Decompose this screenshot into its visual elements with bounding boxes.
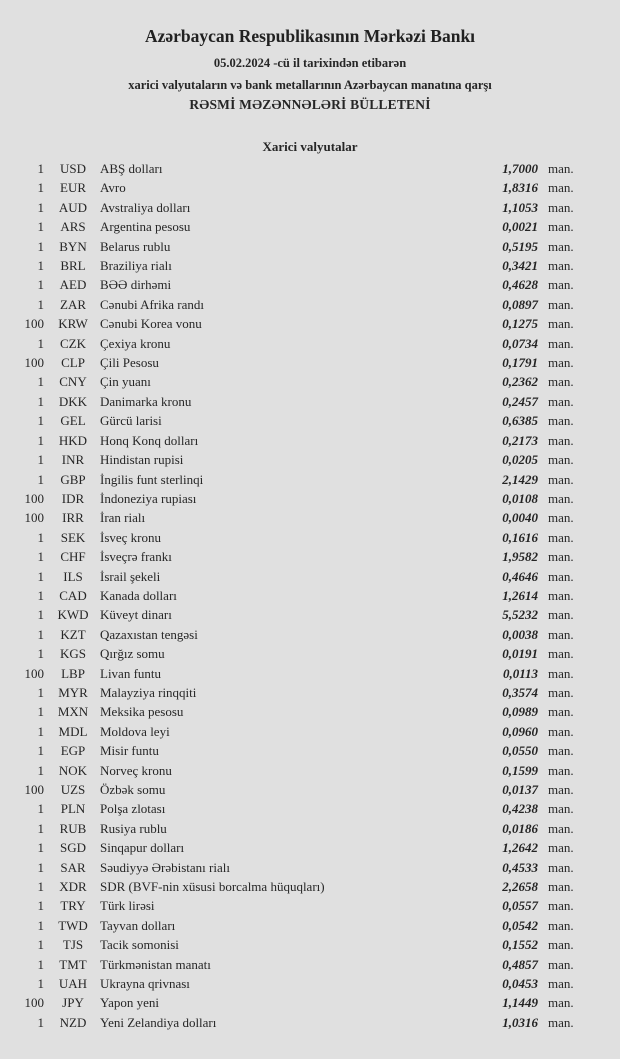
row-currency-name: Livan funtu — [100, 665, 162, 681]
row-rate-value: 0,0897 — [502, 296, 538, 312]
rates-table — [0, 159, 583, 1032]
row-currency-name: SDR (BVF-nin xüsusi borcalma hüquqları) — [100, 879, 325, 895]
row-unit-label: man. — [548, 607, 574, 623]
table-row — [0, 955, 583, 974]
row-currency-name: Türk lirəsi — [100, 898, 155, 914]
row-currency-code: CAD — [59, 587, 87, 603]
row-unit-label: man. — [548, 743, 574, 759]
row-currency-name: Çin yuanı — [100, 374, 151, 390]
row-unit-label: man. — [548, 762, 574, 778]
row-unit-label: man. — [548, 296, 574, 312]
row-quantity: 1 — [37, 684, 44, 700]
table-row — [0, 237, 583, 256]
row-currency-code: CLP — [61, 355, 85, 371]
row-unit-label: man. — [548, 820, 574, 836]
row-currency-code: GBP — [60, 471, 86, 487]
row-currency-code: HKD — [58, 432, 88, 448]
row-rate-value: 0,0550 — [502, 743, 538, 759]
row-rate-value: 1,1449 — [502, 995, 538, 1011]
row-quantity: 1 — [37, 587, 44, 603]
row-currency-name: Belarus rublu — [100, 238, 171, 254]
row-currency-name: Ukrayna qrivnası — [100, 976, 190, 992]
row-rate-value: 1,2642 — [502, 840, 538, 856]
row-quantity: 100 — [24, 490, 44, 506]
row-unit-label: man. — [548, 161, 574, 176]
row-rate-value: 0,2173 — [502, 432, 538, 448]
table-row — [0, 625, 583, 644]
row-currency-name: Avstraliya dolları — [100, 199, 191, 215]
row-rate-value: 1,7000 — [502, 161, 538, 176]
row-currency-code: KZT — [60, 626, 86, 642]
row-currency-name: Malayziya rinqqiti — [100, 684, 197, 700]
row-unit-label: man. — [548, 587, 574, 603]
row-rate-value: 1,0316 — [502, 1014, 538, 1030]
row-unit-label: man. — [548, 1014, 574, 1030]
table-row — [0, 256, 583, 275]
row-rate-value: 0,0038 — [502, 626, 538, 642]
row-rate-value: 0,6385 — [502, 413, 538, 429]
row-currency-code: IDR — [61, 490, 85, 506]
row-unit-label: man. — [548, 684, 574, 700]
table-row — [0, 275, 583, 294]
row-currency-code: CZK — [60, 335, 86, 351]
row-currency-name: Kanada dolları — [100, 587, 177, 603]
row-currency-name: Qazaxıstan tengəsi — [100, 626, 198, 642]
row-currency-name: Çili Pesosu — [100, 355, 159, 371]
row-unit-label: man. — [548, 219, 574, 235]
row-currency-name: Moldova leyi — [100, 723, 170, 739]
row-currency-name: İndoneziya rupiası — [100, 490, 197, 506]
row-unit-label: man. — [548, 374, 574, 390]
row-unit-label: man. — [548, 956, 574, 972]
row-unit-label: man. — [548, 626, 574, 642]
row-rate-value: 0,0137 — [502, 782, 538, 797]
row-currency-code: TRY — [60, 898, 86, 914]
row-currency-name: İngilis funt sterlinqi — [100, 471, 204, 487]
row-currency-code: SEK — [60, 529, 86, 545]
row-quantity: 1 — [37, 568, 44, 584]
row-currency-code: RUB — [59, 820, 87, 836]
row-quantity: 1 — [37, 840, 44, 856]
row-rate-value: 0,0453 — [502, 976, 538, 992]
row-rate-value: 2,2658 — [502, 879, 538, 895]
bank-name: Azərbaycan Respublikasının Mərkəzi Bankı — [144, 26, 476, 46]
row-quantity: 1 — [37, 277, 44, 293]
row-unit-label: man. — [548, 199, 574, 215]
row-unit-label: man. — [548, 452, 574, 468]
bulletin-header — [0, 26, 620, 114]
row-unit-label: man. — [548, 704, 574, 720]
row-currency-name: İsveç kronu — [100, 529, 162, 545]
row-unit-label: man. — [548, 393, 574, 409]
row-currency-name: Türkmənistan manatı — [100, 956, 211, 972]
row-currency-code: UAH — [58, 976, 88, 992]
row-quantity: 1 — [37, 549, 44, 565]
row-quantity: 1 — [37, 238, 44, 254]
row-quantity: 1 — [37, 937, 44, 953]
row-quantity: 1 — [37, 161, 44, 176]
row-currency-code: ILS — [63, 568, 83, 584]
row-currency-code: MXN — [57, 704, 89, 720]
row-rate-value: 0,2362 — [502, 374, 538, 390]
row-currency-name: Avro — [100, 180, 126, 196]
row-rate-value: 0,1552 — [502, 937, 538, 953]
table-row — [0, 198, 583, 217]
table-row — [0, 819, 583, 838]
table-row — [0, 334, 583, 353]
row-currency-code: TMT — [59, 956, 87, 972]
row-currency-code: SAR — [60, 859, 86, 875]
row-currency-name: Braziliya rialı — [100, 258, 172, 274]
row-quantity: 1 — [37, 529, 44, 545]
row-rate-value: 0,4533 — [502, 859, 538, 875]
row-unit-label: man. — [548, 568, 574, 584]
row-unit-label: man. — [548, 859, 574, 875]
table-row — [0, 159, 583, 178]
row-currency-name: İran rialı — [100, 510, 146, 526]
row-quantity: 1 — [37, 432, 44, 448]
row-rate-value: 0,0542 — [502, 917, 538, 933]
table-row — [0, 178, 583, 197]
row-quantity: 1 — [37, 1014, 44, 1030]
row-currency-code: GEL — [60, 413, 86, 429]
table-row — [0, 974, 583, 993]
row-unit-label: man. — [548, 510, 574, 526]
bulletin-title: RƏSMİ MƏZƏNNƏLƏRİ BÜLLETENİ — [189, 97, 431, 112]
row-unit-label: man. — [548, 471, 574, 487]
table-row — [0, 916, 583, 935]
row-currency-code: AUD — [58, 199, 88, 215]
table-row — [0, 295, 583, 314]
table-row — [0, 528, 583, 547]
table-row — [0, 683, 583, 702]
row-quantity: 100 — [24, 782, 44, 797]
row-unit-label: man. — [548, 976, 574, 992]
row-currency-code: XDR — [59, 879, 87, 895]
row-quantity: 1 — [37, 471, 44, 487]
table-row — [0, 392, 583, 411]
row-currency-name: Yapon yeni — [100, 995, 159, 1011]
row-currency-name: İsrail şekeli — [100, 568, 161, 584]
row-rate-value: 0,4238 — [502, 801, 538, 817]
row-quantity: 1 — [37, 607, 44, 623]
row-currency-code: ARS — [60, 219, 86, 235]
row-unit-label: man. — [548, 995, 574, 1011]
row-quantity: 1 — [37, 219, 44, 235]
row-currency-code: USD — [59, 161, 86, 176]
row-rate-value: 0,1275 — [502, 316, 538, 332]
row-quantity: 1 — [37, 743, 44, 759]
row-quantity: 1 — [37, 199, 44, 215]
row-rate-value: 0,4857 — [502, 956, 538, 972]
table-row — [0, 586, 583, 605]
row-rate-value: 0,0960 — [502, 723, 538, 739]
row-quantity: 1 — [37, 180, 44, 196]
row-currency-name: Hindistan rupisi — [100, 452, 184, 468]
row-rate-value: 0,4646 — [502, 568, 538, 584]
row-currency-name: Meksika pesosu — [100, 704, 184, 720]
row-quantity: 1 — [37, 859, 44, 875]
row-currency-code: BYN — [59, 238, 87, 254]
row-rate-value: 0,3421 — [502, 258, 538, 274]
row-currency-name: Cənubi Korea vonu — [100, 316, 202, 332]
table-row — [0, 741, 583, 760]
row-rate-value: 0,0191 — [502, 646, 538, 662]
row-rate-value: 1,2614 — [502, 587, 538, 603]
row-quantity: 1 — [37, 393, 44, 409]
row-rate-value: 1,1053 — [502, 199, 538, 215]
row-rate-value: 0,0989 — [502, 704, 538, 720]
row-currency-name: Tacik somonisi — [100, 937, 179, 953]
row-quantity: 1 — [37, 879, 44, 895]
row-rate-value: 0,0040 — [502, 510, 538, 526]
row-rate-value: 1,8316 — [502, 180, 538, 196]
row-currency-code: BRL — [60, 258, 86, 274]
table-row — [0, 314, 583, 333]
row-currency-name: Çexiya kronu — [100, 335, 171, 351]
row-rate-value: 0,0734 — [502, 335, 538, 351]
row-quantity: 1 — [37, 976, 44, 992]
row-rate-value: 0,1616 — [502, 529, 538, 545]
table-row — [0, 838, 583, 857]
row-rate-value: 0,4628 — [502, 277, 538, 293]
table-row — [0, 722, 583, 741]
row-quantity: 100 — [24, 995, 44, 1011]
table-row — [0, 431, 583, 450]
row-quantity: 1 — [37, 335, 44, 351]
row-unit-label: man. — [548, 723, 574, 739]
row-currency-name: Küveyt dinarı — [100, 607, 172, 623]
row-currency-name: Sinqapur dolları — [100, 840, 185, 856]
table-row — [0, 547, 583, 566]
table-row — [0, 858, 583, 877]
row-currency-name: Honq Konq dolları — [100, 432, 199, 448]
row-rate-value: 0,5195 — [502, 238, 538, 254]
row-rate-value: 2,1429 — [502, 471, 538, 487]
row-currency-name: Qırğız somu — [100, 646, 165, 662]
row-unit-label: man. — [548, 917, 574, 933]
row-quantity: 100 — [24, 665, 44, 681]
row-currency-name: Yeni Zelandiya dolları — [100, 1014, 217, 1030]
row-rate-value: 0,2457 — [502, 393, 538, 409]
table-row — [0, 567, 583, 586]
row-quantity: 1 — [37, 762, 44, 778]
row-quantity: 1 — [37, 723, 44, 739]
table-row — [0, 761, 583, 780]
row-currency-name: İsveçrə frankı — [100, 549, 172, 565]
row-currency-code: KWD — [57, 607, 89, 623]
table-row — [0, 799, 583, 818]
row-currency-code: UZS — [60, 782, 86, 797]
row-quantity: 1 — [37, 374, 44, 390]
table-row — [0, 896, 583, 915]
row-currency-code: TJS — [62, 937, 84, 953]
row-currency-code: JPY — [62, 995, 84, 1011]
row-currency-name: Polşa zlotası — [100, 801, 166, 817]
row-currency-name: Səudiyyə Ərəbistanı rialı — [100, 859, 230, 875]
row-unit-label: man. — [548, 258, 574, 274]
row-quantity: 1 — [37, 626, 44, 642]
row-unit-label: man. — [548, 549, 574, 565]
row-currency-name: Rusiya rublu — [100, 820, 167, 836]
row-currency-code: KGS — [59, 646, 86, 662]
row-quantity: 1 — [37, 704, 44, 720]
row-currency-code: INR — [61, 452, 85, 468]
row-quantity: 1 — [37, 917, 44, 933]
row-currency-name: Gürcü larisi — [100, 413, 162, 429]
row-currency-name: BƏƏ dirhəmi — [100, 277, 172, 293]
table-row — [0, 644, 583, 663]
row-rate-value: 0,0021 — [502, 219, 538, 235]
row-quantity: 1 — [37, 258, 44, 274]
row-currency-name: Danimarka kronu — [100, 393, 192, 409]
row-quantity: 1 — [37, 452, 44, 468]
row-unit-label: man. — [548, 937, 574, 953]
table-row — [0, 508, 583, 527]
row-unit-label: man. — [548, 355, 574, 371]
row-quantity: 100 — [24, 355, 44, 371]
row-unit-label: man. — [548, 879, 574, 895]
row-unit-label: man. — [548, 898, 574, 914]
table-row — [0, 217, 583, 236]
row-currency-code: DKK — [58, 393, 88, 409]
row-rate-value: 1,9582 — [502, 549, 538, 565]
row-unit-label: man. — [548, 238, 574, 254]
table-row — [0, 780, 583, 799]
row-unit-label: man. — [548, 782, 574, 797]
row-unit-label: man. — [548, 277, 574, 293]
row-quantity: 1 — [37, 646, 44, 662]
row-currency-code: MDL — [58, 723, 88, 739]
row-unit-label: man. — [548, 335, 574, 351]
row-quantity: 1 — [37, 956, 44, 972]
row-currency-code: KRW — [58, 316, 88, 332]
table-row — [0, 1013, 583, 1032]
row-rate-value: 0,1791 — [502, 355, 538, 371]
table-row — [0, 470, 583, 489]
row-currency-name: Tayvan dolları — [100, 917, 176, 933]
table-row — [0, 993, 583, 1012]
row-currency-code: EUR — [60, 180, 86, 196]
row-currency-code: LBP — [61, 665, 85, 681]
table-row — [0, 877, 583, 896]
table-row — [0, 702, 583, 721]
row-currency-code: NOK — [58, 762, 88, 778]
row-currency-name: Özbək somu — [100, 782, 166, 797]
row-unit-label: man. — [548, 665, 574, 681]
row-unit-label: man. — [548, 840, 574, 856]
row-unit-label: man. — [548, 432, 574, 448]
row-currency-code: SGD — [59, 840, 86, 856]
row-currency-code: IRR — [62, 510, 84, 526]
row-rate-value: 0,0557 — [502, 898, 538, 914]
row-currency-code: TWD — [58, 917, 88, 933]
row-unit-label: man. — [548, 529, 574, 545]
table-row — [0, 411, 583, 430]
row-rate-value: 0,1599 — [502, 762, 538, 778]
row-quantity: 1 — [37, 801, 44, 817]
row-rate-value: 0,0205 — [502, 452, 538, 468]
row-quantity: 100 — [24, 510, 44, 526]
row-currency-code: CNY — [59, 374, 87, 390]
row-currency-code: CHF — [60, 549, 86, 565]
row-currency-name: ABŞ dolları — [100, 161, 163, 176]
row-currency-name: Argentina pesosu — [100, 219, 191, 235]
bulletin-subtitle: xarici valyutaların və bank metallarının Azərbaycan manatına qarşı — [128, 78, 492, 92]
row-quantity: 1 — [37, 296, 44, 312]
row-currency-name: Norveç kronu — [100, 762, 172, 778]
row-currency-code: AED — [59, 277, 87, 293]
row-unit-label: man. — [548, 316, 574, 332]
row-rate-value: 0,3574 — [502, 684, 538, 700]
row-rate-value: 0,0113 — [502, 665, 538, 681]
row-quantity: 1 — [37, 820, 44, 836]
row-rate-value: 0,0108 — [502, 490, 538, 506]
row-unit-label: man. — [548, 646, 574, 662]
row-unit-label: man. — [548, 801, 574, 817]
row-unit-label: man. — [548, 413, 574, 429]
row-unit-label: man. — [548, 490, 574, 506]
table-row — [0, 935, 583, 954]
row-unit-label: man. — [548, 180, 574, 196]
table-row — [0, 450, 583, 469]
table-row — [0, 353, 583, 372]
table-row — [0, 372, 583, 391]
table-row — [0, 664, 583, 683]
effective-date-line: 05.02.2024 -cü il tarixindən etibarən — [213, 56, 407, 70]
row-quantity: 1 — [37, 413, 44, 429]
row-rate-value: 0,0186 — [502, 820, 538, 836]
row-currency-code: MYR — [58, 684, 88, 700]
row-quantity: 1 — [37, 898, 44, 914]
row-currency-code: PLN — [60, 801, 86, 817]
row-currency-code: EGP — [60, 743, 86, 759]
row-rate-value: 5,5232 — [502, 607, 538, 623]
table-row — [0, 489, 583, 508]
row-currency-name: Cənubi Afrika randı — [100, 296, 204, 312]
section-title-foreign-currencies: Xarici valyutalar — [262, 139, 358, 154]
row-quantity: 100 — [24, 316, 44, 332]
row-currency-code: ZAR — [60, 296, 86, 312]
table-row — [0, 605, 583, 624]
row-currency-name: Misir funtu — [100, 743, 159, 759]
row-currency-code: NZD — [59, 1014, 87, 1030]
